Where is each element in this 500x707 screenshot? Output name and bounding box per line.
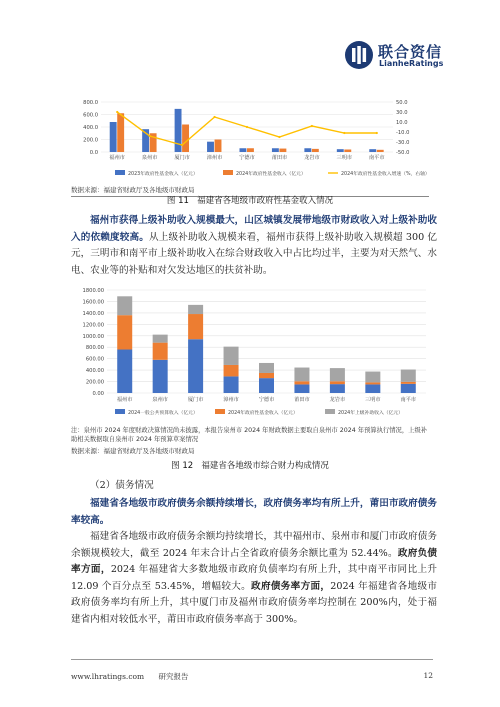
chart1-caption-text: 福建省各地级市政府性基金收入情况 [197,196,334,206]
y-right-tick-label: 50.0 [396,100,408,106]
y-left-tick-label: 400.0 [83,125,98,131]
paragraph-debt-intro-bold: 福建省各地级市政府债务余额持续增长，政府债务率均有所上升，莆田市政府债务率较高。 [71,498,437,526]
x-tick-label: 三明市 [336,155,353,161]
section-heading-text: （2）债务情况 [90,480,154,491]
growth-point [311,125,313,127]
legend-swatch [223,170,233,175]
growth-point [149,135,151,137]
chart2-caption [0,459,500,471]
x-tick-label: 厦门市 [187,397,204,403]
bar [369,149,376,152]
stacked-bar-segment [401,382,416,384]
y-tick-label: 800.00 [85,345,104,352]
growth-point [246,126,248,128]
paragraph-subsidy-body: 从上级补助收入规模来看，福州市获得上级补助收入规模超 300 亿元，三明市和南平市上级补助收入在综合财政收入中占比均过半，主要为对天然气、水电、农业等的补贴和对欠发达地区的扶贫补助。 [71,231,437,276]
stacked-bar-segment [401,384,416,393]
stacked-bar-segment [117,296,132,315]
x-tick-label: 莆田市 [271,155,288,161]
x-tick-label: 莆田市 [294,397,310,403]
bar [247,148,254,152]
stacked-bar-segment [365,384,380,393]
bar [272,148,279,152]
paragraph-debt-detail [71,529,437,628]
bar [312,149,319,152]
debt-liability-label: 政府负债率方面， [71,547,437,575]
bar [377,150,384,152]
legend-swatch [325,409,335,414]
stacked-bar-segment [365,372,380,383]
debt-liability-text: 2024 年福建省大多数地级市政府负债率均有所上升，其中南平市同比上升 12.09 个百分点至 53.45%，增幅较大。 [71,564,437,592]
chart2-caption-num: 图 12 [171,461,194,471]
y-right-tick-label: 30.0 [396,110,408,116]
y-tick-label: 1600.00 [82,299,104,306]
section-heading-debt [71,478,437,495]
stacked-bar-segment [188,314,203,339]
legend-label: 2024年政府性基金收入增速（%，右轴） [341,172,430,177]
y-tick-label: 0.00 [92,391,104,397]
bar [110,122,117,152]
bar [215,140,222,153]
y-left-tick-label: 200.0 [83,137,98,144]
x-tick-label: 宁德市 [239,155,255,161]
stacked-bar-segment [259,378,274,393]
stacked-bar-segment [153,360,168,393]
y-tick-label: 600.00 [85,356,104,363]
stacked-bar-segment [117,315,132,349]
bar [175,109,182,152]
y-tick-label: 1000.00 [82,333,104,340]
bar [117,113,124,152]
stacked-bar-segment [365,382,380,384]
legend-label: 2024年政府性基金收入（亿元） [236,172,306,177]
stacked-bar-segment [330,381,345,384]
chart2-note: 注：泉州市 2024 年度财政决算情况尚未披露，本报告泉州市 2024 年财政数据主要取自泉州市 2024 年预算执行情况，上级补助相关数据取自泉州市 2024 年预算草案情况 [71,427,428,443]
stacked-bar-segment [153,343,168,360]
legend-swatch [215,409,225,414]
chart1-caption [0,194,500,206]
legend-label: 2024年上级补助收入（亿元） [338,411,403,416]
chart1-caption-num: 图 11 [166,196,189,206]
bar [240,148,247,152]
bar [207,142,214,152]
stacked-bar-segment [153,335,168,343]
logo-text-cn: 联合资信 [378,43,443,61]
growth-point [181,144,183,146]
legend-swatch [115,409,125,414]
growth-point [376,132,378,134]
footer-site: www.lhratings.com 研究报告 [71,672,189,681]
y-right-tick-label: 10.0 [396,120,408,126]
legend-label: 2024年政府性基金收入（亿元） [228,411,298,416]
y-right-tick-label: -50.0 [396,150,410,156]
debt-ratio-text: 2024 年福建省各地级市政府债务率均有所上升，其中厦门市及福州市政府债务率均控制在 200%内，处于福建省内相对较低水平，莆田市政府债务率高于 300%。 [71,580,438,625]
stacked-bar-segment [224,365,239,376]
growth-point [116,111,118,113]
fund-revenue-chart [71,98,433,182]
stacked-bar-segment [294,368,309,382]
x-tick-label: 漳州市 [223,397,239,403]
growth-point [343,132,345,134]
x-tick-label: 泉州市 [141,155,158,161]
legend-swatch [115,170,125,175]
stacked-bar-segment [188,305,203,314]
stacked-bar-segment [224,376,239,393]
stacked-bar-segment [401,370,416,382]
logo-mark-icon [344,40,374,70]
x-tick-label: 南平市 [400,397,417,403]
x-tick-label: 福州市 [109,155,126,161]
stacked-bar-segment [259,373,274,378]
stacked-bar-segment [117,350,132,393]
bar [337,149,344,152]
y-tick-label: 200.00 [85,379,104,386]
x-tick-label: 泉州市 [152,397,168,403]
x-tick-label: 三明市 [365,397,381,403]
bar [304,148,311,152]
stacked-bar-segment [224,347,239,365]
paragraph-subsidy-lead: 福州市获得上级补助收入规模最大，山区城镇发展带地级市财政收入对上级补助收入的依赖度较高。 [71,215,437,243]
x-tick-label: 南平市 [368,155,385,161]
y-tick-label: 1400.00 [82,310,104,317]
bar [182,125,189,153]
x-tick-label: 宁德市 [258,397,275,403]
x-tick-label: 龙岩市 [304,155,320,161]
chart2-source: 数据来源：福建省财政厅及各地级市财政局 [71,447,195,455]
stacked-bar-segment [330,368,345,381]
stacked-bar-segment [330,384,345,393]
growth-point [213,116,215,118]
y-left-tick-label: 600.0 [83,112,98,119]
x-tick-label: 漳州市 [206,155,223,161]
page-number: 12 [423,671,433,680]
paragraph-debt-intro [71,496,437,529]
y-left-tick-label: 0.0 [89,150,98,156]
y-tick-label: 1200.00 [82,322,104,329]
bar [279,149,286,152]
x-tick-label: 福州市 [116,397,133,403]
logo-text-en: LianheRatings [379,59,444,68]
x-tick-label: 龙岩市 [329,397,346,403]
company-logo [344,40,464,70]
debt-balance-text: 福建省各地级市政府债务余额均持续增长，其中福州市、泉州市和厦门市政府债务余额规模较大，截至 2024 年末合计占全省政府债务余额比重为 52.44%。 [71,531,437,559]
x-tick-label: 厦门市 [174,155,190,161]
y-left-tick-label: 800.0 [83,100,98,106]
stacked-bar-segment [188,339,203,393]
stacked-bar-segment [294,381,309,384]
stacked-bar-segment [259,363,274,373]
legend-label: 2024一般公共预算收入（亿元） [128,411,198,416]
y-right-tick-label: -30.0 [396,140,410,146]
growth-point [278,136,280,138]
paragraph-subsidy [71,213,437,279]
legend-label: 2023年政府性基金收入（亿元） [128,172,198,177]
stacked-bar-segment [294,384,309,393]
chart2-caption-text: 福建省各地级市综合财力构成情况 [201,461,329,471]
bar [344,150,351,153]
footer-divider [71,659,433,660]
y-tick-label: 1800.00 [82,288,104,294]
y-tick-label: 400.00 [85,368,104,375]
chart1-source: 数据来源：福建省财政厅及各地级市财政局 [71,186,195,194]
debt-ratio-label: 政府债务率方面， [251,580,331,592]
y-right-tick-label: -10.0 [396,130,410,136]
financial-composition-chart [71,285,433,423]
